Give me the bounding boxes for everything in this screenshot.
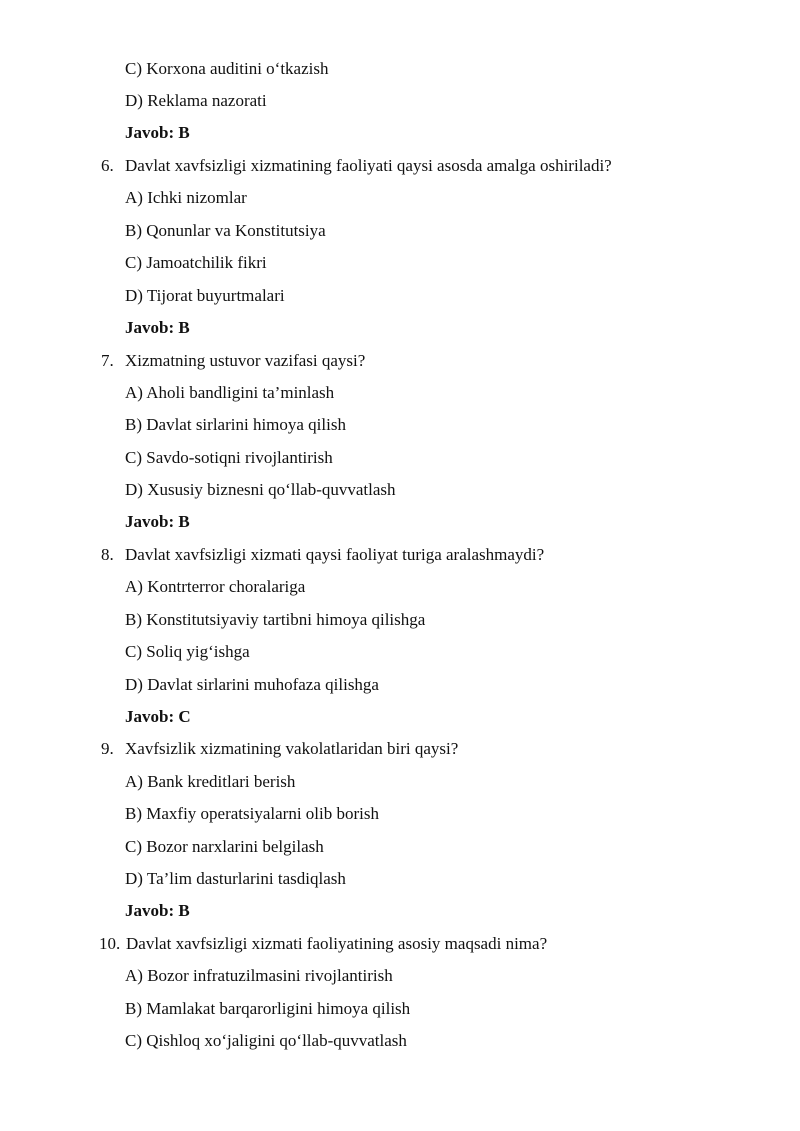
- answer-option: C) Qishloq xo‘jaligini qo‘llab-quvvatlash: [125, 1031, 407, 1050]
- answer-option: A) Ichki nizomlar: [125, 188, 247, 207]
- answer-option: D) Reklama nazorati: [125, 91, 267, 110]
- answer-option: A) Kontrterror choralariga: [125, 577, 306, 596]
- answer-key: Javob: B: [125, 123, 190, 142]
- question-text: Xizmatning ustuvor vazifasi qaysi?: [125, 351, 366, 370]
- question-number: 9.: [101, 739, 114, 758]
- question-number: 6.: [101, 156, 114, 175]
- question-number: 8.: [101, 545, 114, 564]
- question-number: 10.: [99, 934, 121, 953]
- answer-key: Javob: B: [125, 318, 190, 337]
- question-text: Davlat xavfsizligi xizmati faoliyatining asosiy maqsadi nima?: [126, 934, 548, 953]
- question-text: Davlat xavfsizligi xizmatining faoliyati qaysi asosda amalga oshiriladi?: [125, 156, 612, 175]
- answer-option: A) Aholi bandligini ta’minlash: [125, 383, 335, 402]
- answer-key: Javob: B: [125, 512, 190, 531]
- answer-option: D) Tijorat buyurtmalari: [125, 286, 285, 305]
- answer-option: D) Davlat sirlarini muhofaza qilishga: [125, 675, 379, 694]
- question-number: 7.: [101, 351, 114, 370]
- answer-option: B) Davlat sirlarini himoya qilish: [125, 415, 346, 434]
- answer-option: A) Bank kreditlari berish: [125, 772, 296, 791]
- question-text: Xavfsizlik xizmatining vakolatlaridan biri qaysi?: [125, 739, 459, 758]
- answer-option: C) Jamoatchilik fikri: [125, 253, 267, 272]
- answer-option: A) Bozor infratuzilmasini rivojlantirish: [125, 966, 393, 985]
- answer-option: B) Konstitutsiyaviy tartibni himoya qilishga: [125, 610, 426, 629]
- answer-option: B) Maxfiy operatsiyalarni olib borish: [125, 804, 380, 823]
- answer-key: Javob: B: [125, 901, 190, 920]
- answer-option: C) Savdo-sotiqni rivojlantirish: [125, 448, 333, 467]
- answer-option: D) Xususiy biznesni qo‘llab-quvvatlash: [125, 480, 396, 499]
- answer-key: Javob: C: [125, 707, 191, 726]
- answer-option: C) Soliq yig‘ishga: [125, 642, 250, 661]
- question-text: Davlat xavfsizligi xizmati qaysi faoliyat turiga aralashmaydi?: [125, 545, 545, 564]
- answer-option: C) Korxona auditini o‘tkazish: [125, 59, 329, 78]
- answer-option: C) Bozor narxlarini belgilash: [125, 837, 324, 856]
- answer-option: B) Qonunlar va Konstitutsiya: [125, 221, 326, 240]
- answer-option: B) Mamlakat barqarorligini himoya qilish: [125, 999, 411, 1018]
- answer-option: D) Ta’lim dasturlarini tasdiqlash: [125, 869, 346, 888]
